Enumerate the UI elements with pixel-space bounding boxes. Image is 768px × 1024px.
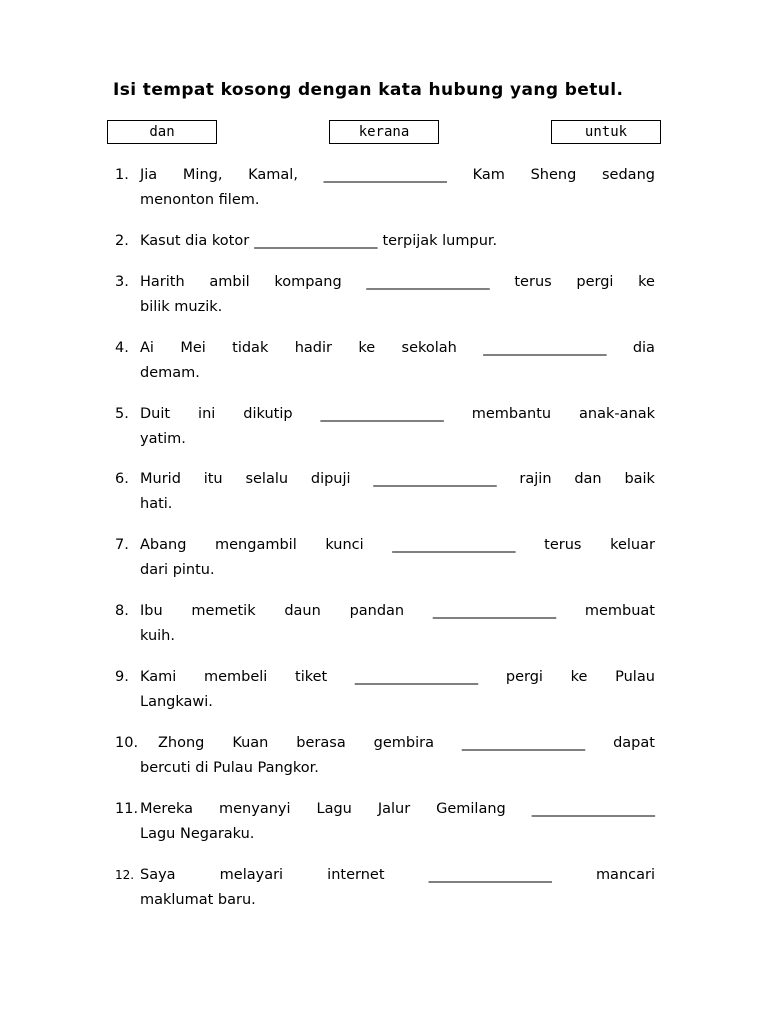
question-word: hadir [294, 340, 332, 356]
answer-blank[interactable]: _________________ [432, 603, 557, 619]
question-word: Ai [140, 340, 154, 356]
question-item [115, 797, 655, 847]
question-number: 12. [115, 868, 135, 882]
answer-blank[interactable]: _________________ [531, 801, 655, 817]
question-word: dipuji [310, 471, 351, 487]
question-line [140, 797, 655, 822]
question-continuation: kuih. [140, 628, 175, 644]
question-word: Duit [140, 406, 171, 422]
question-word: Kamal, [248, 167, 298, 183]
answer-blank[interactable]: _________________ [323, 167, 447, 183]
question-word: ke [358, 340, 376, 356]
question-word: Saya [140, 867, 176, 883]
answer-blank[interactable]: _________________ [366, 274, 490, 290]
question-word: mancari [595, 867, 655, 883]
question-word: rajin [519, 471, 552, 487]
question-line [140, 533, 655, 558]
question-word: Kami [140, 669, 177, 685]
question-word: tidak [232, 340, 269, 356]
answer-blank[interactable]: _________________ [254, 233, 378, 249]
question-word: kompang [274, 274, 342, 290]
question-word: terpijak lumpur. [382, 233, 498, 249]
answer-blank[interactable]: _________________ [428, 867, 552, 883]
question-word: Mereka [140, 801, 194, 817]
question-word: Gemilang [436, 801, 506, 817]
question-continuation: bilik muzik. [140, 299, 223, 315]
question-item [115, 163, 655, 213]
question-word: internet [327, 867, 385, 883]
word-box-untuk: untuk [551, 120, 661, 144]
question-word: sekolah [401, 340, 457, 356]
question-word: tiket [295, 669, 328, 685]
question-word: Ming, [182, 167, 223, 183]
question-item [115, 467, 655, 517]
question-item [115, 336, 655, 386]
question-item [115, 402, 655, 452]
question-word: Kasut dia kotor [140, 233, 250, 249]
question-word: itu [203, 471, 223, 487]
word-box-dan: dan [107, 120, 217, 144]
question-word: pergi [505, 669, 543, 685]
question-number: 10. [115, 735, 139, 751]
question-item [115, 599, 655, 649]
question-line [140, 336, 655, 361]
question-continuation: dari pintu. [140, 562, 215, 578]
answer-blank[interactable]: _________________ [392, 537, 516, 553]
question-continuation: demam. [140, 365, 200, 381]
answer-blank[interactable]: _________________ [373, 471, 497, 487]
question-word: Abang [140, 537, 187, 553]
question-word: membeli [203, 669, 268, 685]
question-continuation: bercuti di Pulau Pangkor. [140, 760, 319, 776]
question-word: kunci [325, 537, 364, 553]
question-continuation: Lagu Negaraku. [140, 826, 255, 842]
question-word: Jalur [377, 801, 411, 817]
question-word: sedang [602, 167, 655, 183]
question-word: Pulau [615, 669, 655, 685]
question-word: menyanyi [219, 801, 291, 817]
question-line [140, 163, 655, 188]
question-line [140, 229, 655, 254]
question-word: terus [544, 537, 582, 553]
question-continuation: Langkawi. [140, 694, 213, 710]
question-line [140, 863, 655, 888]
question-word: Murid [140, 471, 181, 487]
answer-blank[interactable]: _________________ [354, 669, 479, 685]
question-word: pandan [349, 603, 405, 619]
question-word: daun [284, 603, 321, 619]
answer-blank[interactable]: _________________ [461, 735, 586, 751]
question-continuation: hati. [140, 496, 173, 512]
question-word: gembira [373, 735, 434, 751]
question-item [115, 731, 655, 781]
question-word: berasa [296, 735, 346, 751]
question-continuation: maklumat baru. [140, 892, 256, 908]
question-continuation: menonton filem. [140, 192, 260, 208]
question-word: keluar [610, 537, 655, 553]
question-word: ke [638, 274, 655, 290]
word-box-kerana: kerana [329, 120, 439, 144]
question-word: Zhong [158, 735, 205, 751]
question-word: Sheng [530, 167, 577, 183]
question-word: Kuan [232, 735, 269, 751]
instruction-title: Isi tempat kosong dengan kata hubung yang betul. [113, 80, 624, 100]
question-word: pergi [576, 274, 614, 290]
question-word: selalu [245, 471, 289, 487]
question-word: dia [632, 340, 655, 356]
question-word: melayari [219, 867, 284, 883]
question-number: 5. [115, 406, 129, 422]
question-word: memetik [191, 603, 256, 619]
question-number: 9. [115, 669, 129, 685]
question-item [115, 533, 655, 583]
question-number: 2. [115, 233, 129, 249]
question-number: 1. [115, 167, 129, 183]
question-word: dikutip [243, 406, 293, 422]
question-word: ambil [209, 274, 250, 290]
question-word: membuat [584, 603, 655, 619]
question-line [140, 665, 655, 690]
question-number: 11. [115, 801, 139, 817]
question-number: 7. [115, 537, 129, 553]
answer-blank[interactable]: _________________ [483, 340, 607, 356]
question-line [158, 731, 655, 756]
question-word: Harith [140, 274, 185, 290]
question-word: membantu [471, 406, 552, 422]
question-word: anak-anak [579, 406, 655, 422]
question-word: dapat [613, 735, 655, 751]
question-line [140, 467, 655, 492]
question-number: 4. [115, 340, 129, 356]
question-word: Mei [180, 340, 206, 356]
question-continuation: yatim. [140, 431, 186, 447]
question-line [140, 402, 655, 427]
question-number: 8. [115, 603, 129, 619]
question-word: Lagu [316, 801, 352, 817]
question-word: ini [198, 406, 216, 422]
question-number: 3. [115, 274, 129, 290]
question-word: dan [574, 471, 602, 487]
question-word: ke [570, 669, 588, 685]
question-word: Kam [472, 167, 505, 183]
question-word: mengambil [215, 537, 297, 553]
question-line [140, 270, 655, 295]
question-word: terus [514, 274, 552, 290]
question-item [115, 863, 655, 913]
question-number: 6. [115, 471, 129, 487]
question-line [140, 599, 655, 624]
answer-blank[interactable]: _________________ [320, 406, 444, 422]
question-word: baik [624, 471, 655, 487]
question-word: Ibu [140, 603, 163, 619]
question-item [115, 270, 655, 320]
question-item [115, 665, 655, 715]
question-item [115, 229, 655, 254]
question-word: Jia [140, 167, 158, 183]
